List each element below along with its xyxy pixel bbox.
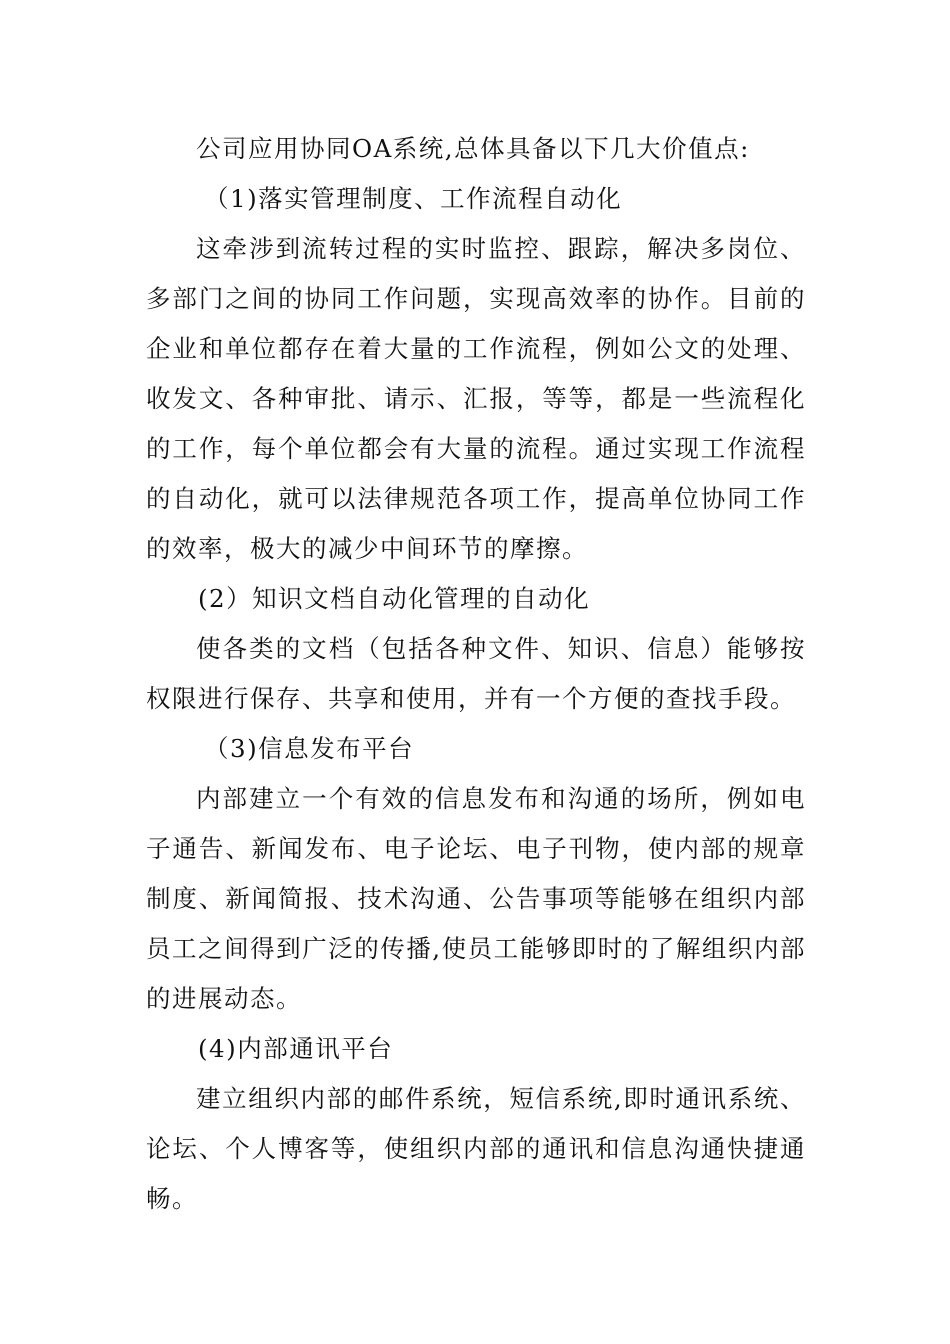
section-body-3: 内部建立一个有效的信息发布和沟通的场所，例如电子通告、新闻发布、电子论坛、电子刊物，使内部的规章制度、新闻简报、技术沟通、公告事项等能够在组织内部员工之间得到广泛的传播,使员工能够即时的了解组织内部的进展动态。 (146, 784, 806, 1013)
section-heading-1: （1)落实管理制度、工作流程自动化 (204, 184, 623, 213)
document-body (146, 124, 806, 1224)
section-heading-2: (2）知识文档自动化管理的自动化 (198, 584, 591, 613)
section-body-4: 建立组织内部的邮件系统，短信系统,即时通讯系统、论坛、个人博客等，使组织内部的通讯和信息沟通快捷通畅。 (146, 1084, 806, 1213)
intro-paragraph: 公司应用协同OA系统,总体具备以下几大价值点: (196, 134, 750, 163)
section-heading-4: (4)内部通讯平台 (198, 1034, 394, 1063)
section-body-1: 这牵涉到流转过程的实时监控、跟踪，解决多岗位、多部门之间的协同工作问题，实现高效率的协作。目前的企业和单位都存在着大量的工作流程，例如公文的处理、收发文、各种审批、请示、汇报，等等，都是一些流程化的工作，每个单位都会有大量的流程。通过实现工作流程的自动化，就可以法律规范各项工作，提高单位协同工作的效率，极大的减少中间环节的摩擦。 (146, 234, 806, 563)
section-heading-3: （3)信息发布平台 (204, 734, 415, 763)
section-body-2: 使各类的文档（包括各种文件、知识、信息）能够按权限进行保存、共享和使用，并有一个方便的查找手段。 (146, 634, 806, 713)
